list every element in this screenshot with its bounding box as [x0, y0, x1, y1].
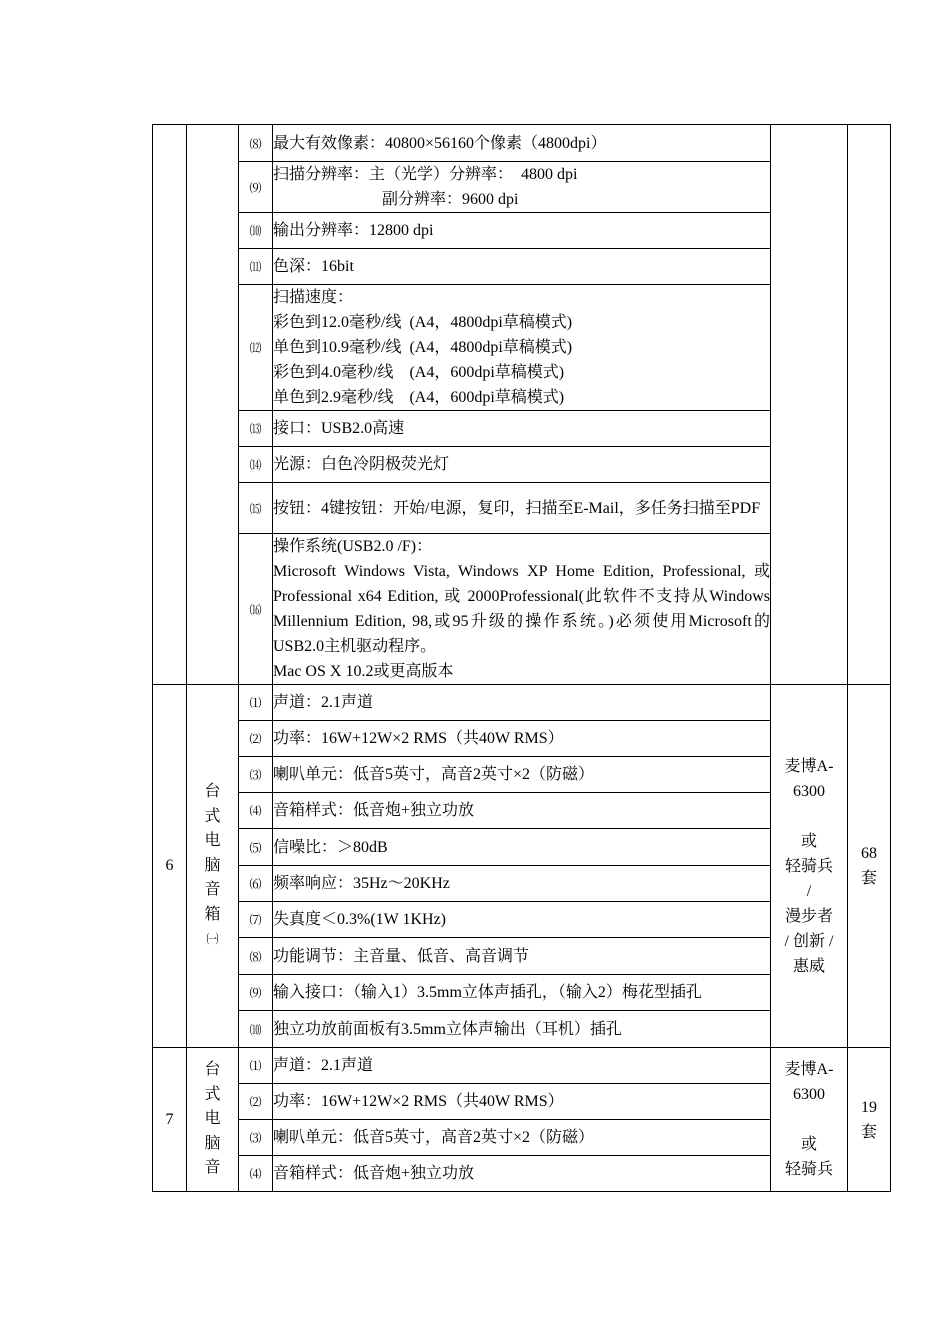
- spec-text: 喇叭单元：低音5英寸，高音2英寸×2（防磁）: [273, 757, 771, 793]
- brand-line: 或: [800, 832, 817, 850]
- spec-text: 音箱样式：低音炮+独立功放: [273, 793, 771, 829]
- brand-line: / 创新 /: [784, 932, 834, 950]
- spec-text: 功率：16W+12W×2 RMS（共40W RMS）: [273, 1084, 771, 1120]
- row-number: ⑿: [239, 285, 273, 411]
- seq-cell-empty: [153, 125, 187, 685]
- spec-text: [273, 483, 771, 534]
- qty-number: 68: [861, 845, 877, 862]
- row-number: ⑼: [239, 975, 273, 1011]
- row-number: ⑶: [239, 1120, 273, 1156]
- qty-unit: 套: [860, 1123, 877, 1141]
- spec-text: 功率：16W+12W×2 RMS（共40W RMS）: [273, 721, 771, 757]
- spec-line: 接口：USB2.0高速: [273, 420, 405, 437]
- spec-text: 独立功放前面板有3.5mm立体声输出（耳机）插孔: [273, 1011, 771, 1048]
- brand-line-blank: [771, 1107, 847, 1132]
- qty-unit: 套: [860, 870, 877, 887]
- spec-line: 色深：16bit: [273, 258, 354, 275]
- qty-number: 19: [861, 1098, 877, 1116]
- spec-text: [273, 534, 771, 685]
- item-brand-cell: [771, 685, 848, 1048]
- spec-text: 声道：2.1声道: [273, 1048, 771, 1084]
- row-number: ⑽: [239, 1011, 273, 1048]
- spec-line: 扫描速度：: [273, 289, 354, 306]
- row-number: ⑼: [239, 162, 273, 213]
- row-number: ⑻: [239, 125, 273, 162]
- spec-text: 失真度＜0.3%(1W 1KHz): [273, 902, 771, 938]
- name-cell-empty: [187, 125, 239, 685]
- spec-line: 单色到10.9毫秒/线 (A4，4800dpi草稿模式): [273, 339, 573, 356]
- spec-line: 按钮：4键按钮：开始/电源，复印，扫描至E-Mail，多任务扫描至PDF: [273, 499, 761, 517]
- spec-line: 光源：白色冷阴极荧光灯: [273, 456, 450, 473]
- spec-line: 彩色到4.0毫秒/线 (A4，600dpi草稿模式): [273, 364, 565, 381]
- item-name: 台式电脑音箱: [204, 783, 221, 923]
- row-number: ⑺: [239, 902, 273, 938]
- spec-text: 输入接口：（输入1）3.5mm立体声插孔，（输入2）梅花型插孔: [273, 975, 771, 1011]
- spec-text: 音箱样式：低音炮+独立功放: [273, 1156, 771, 1192]
- item-qty-cell: [848, 1048, 891, 1192]
- spec-text: [273, 213, 771, 249]
- row-number: ⒃: [239, 534, 273, 685]
- spec-text: [273, 285, 771, 411]
- brand-line: 轻骑兵: [784, 857, 833, 875]
- table-row: [153, 685, 891, 721]
- spec-text: [273, 125, 771, 162]
- spec-line: 操作系统(USB2.0 /F)：: [273, 538, 433, 555]
- row-number: ⑵: [239, 1084, 273, 1120]
- row-number: ⑴: [239, 1048, 273, 1084]
- spec-table: [152, 124, 891, 1192]
- row-number: ⑻: [239, 938, 273, 975]
- spec-text: [273, 447, 771, 483]
- qty-cell-empty: [848, 125, 891, 685]
- spec-text: 喇叭单元：低音5英寸，高音2英寸×2（防磁）: [273, 1120, 771, 1156]
- brand-line: 或: [800, 1136, 817, 1153]
- row-number: ⒁: [239, 447, 273, 483]
- item-qty-cell: [848, 685, 891, 1048]
- spec-text: [273, 411, 771, 447]
- brand-line: 漫步者: [784, 907, 833, 925]
- brand-line: 惠威: [792, 957, 825, 975]
- spec-text: 信噪比：＞80dB: [273, 829, 771, 866]
- item-seq: 6: [153, 685, 187, 1048]
- spec-line: 输出分辨率：12800 dpi: [273, 222, 434, 239]
- spec-line: 单色到2.9毫秒/线 (A4，600dpi草稿模式): [273, 389, 565, 406]
- spec-text: 功能调节：主音量、低音、高音调节: [273, 938, 771, 975]
- item-name-cell: [187, 1048, 239, 1192]
- spec-text: 声道：2.1声道: [273, 685, 771, 721]
- spec-table-body: [153, 125, 891, 1192]
- item-brand-cell: [771, 1048, 848, 1192]
- brand-cell-empty: [771, 125, 848, 685]
- spec-text: [273, 162, 771, 213]
- row-number: ⑾: [239, 249, 273, 285]
- item-name: 台式电脑音: [204, 1061, 221, 1177]
- row-number: ⑵: [239, 721, 273, 757]
- spec-line: 扫描分辨率：主（光学）分辨率： 4800 dpi: [273, 166, 578, 183]
- item-name-suffix: ㈠: [206, 932, 219, 947]
- item-seq: 7: [153, 1048, 187, 1192]
- row-number: ⑶: [239, 757, 273, 793]
- table-row: [153, 1048, 891, 1084]
- item-name-cell: [187, 685, 239, 1048]
- brand-line: 轻骑兵: [784, 1161, 833, 1178]
- row-number: ⑽: [239, 213, 273, 249]
- brand-line-blank: [771, 804, 847, 829]
- table-row: [153, 125, 891, 162]
- spec-line: 最大有效像素：40800×56160个像素（4800dpi）: [273, 134, 607, 152]
- row-number: ⑷: [239, 793, 273, 829]
- row-number: ⑹: [239, 866, 273, 902]
- brand-line: /: [806, 882, 812, 900]
- brand-line: 麦博A-6300: [784, 1061, 834, 1103]
- brand-line: 麦博A-6300: [784, 757, 834, 800]
- spec-text: 频率响应：35Hz～20KHz: [273, 866, 771, 902]
- row-number: ⒂: [239, 483, 273, 534]
- row-number: ⑷: [239, 1156, 273, 1192]
- spec-line: Microsoft Windows Vista, Windows XP Home Edition, Professional, 或 Professional x64 Edition, 或 2000Professional(此软件不支持从Windows Millennium Edition, 98,或95升级的操作系统。)必须使用Microsoft的USB2.0主机驱动程序。: [273, 563, 770, 655]
- spec-line: Mac OS X 10.2或更高版本: [273, 663, 454, 680]
- spec-text: [273, 249, 771, 285]
- spec-line: 彩色到12.0毫秒/线 (A4，4800dpi草稿模式): [273, 314, 573, 331]
- spec-line: 副分辨率：9600 dpi: [382, 191, 519, 208]
- row-number: ⑸: [239, 829, 273, 866]
- row-number: ⒀: [239, 411, 273, 447]
- row-number: ⑴: [239, 685, 273, 721]
